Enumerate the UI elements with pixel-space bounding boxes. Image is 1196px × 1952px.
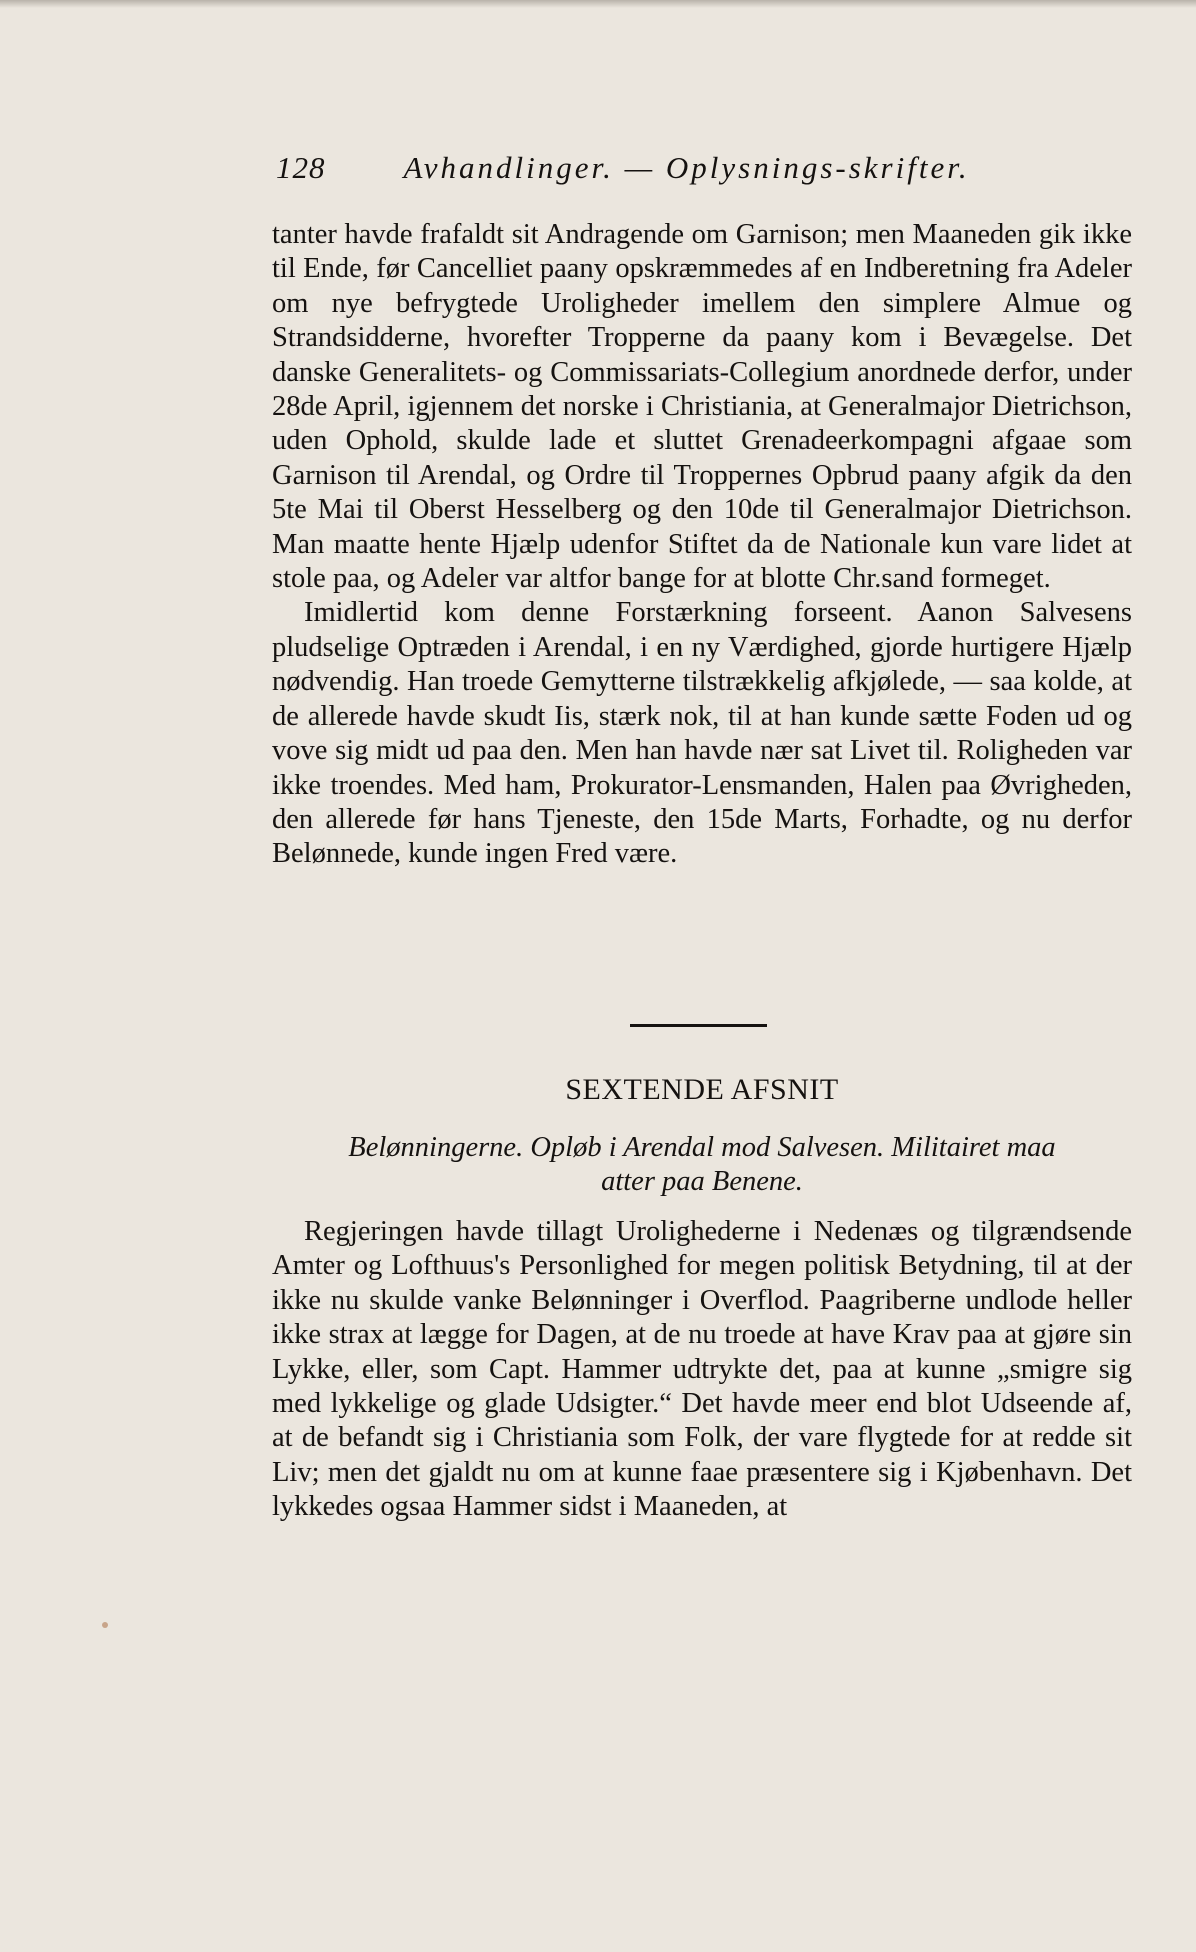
running-title: Avhandlinger. — Oplysnings-skrifter. xyxy=(403,150,970,185)
body-text-top xyxy=(272,218,1132,872)
section-subtitle-line: atter paa Benene. xyxy=(601,1166,803,1197)
paragraph: Imidlertid kom denne Forstærkning forseent. Aanon Salvesens pludselige Optræden i Arendal, i en ny Værdighed, gjorde hurtigere Hjælp nødvendig. Han troede Gemytterne tilstrækkelig afkjølede, — saa kolde, at de allerede havde skudt Iis, stærk nok, til at han kunde sætte Foden ud og vove sig midt ud paa den. Men han havde nær sat Livet til. Roligheden var ikke troendes. Med ham, Prokurator-Lensmanden, Halen paa Øvrigheden, den allerede før hans Tjeneste, den 15de Marts, Forhadte, og nu derfor Belønnede, kunde ingen Fred være. xyxy=(272,597,1132,870)
paragraph: tanter havde frafaldt sit Andragende om Garnison; men Maaneden gik ikke til Ende, før Cancelliet paany opskræmmedes af en Indberetning fra Adeler om nye befrygtede Uroligheder imellem den simplere Almue og Strandsidderne, hvorefter Tropperne da paany kom i Bevægelse. Det danske Generalitets- og Commissariats-Collegium anordnede derfor, under 28de April, igjennem det norske i Christiania, at Generalmajor Dietrichson, uden Ophold, skulde lade et sluttet Grenadeerkompagni afgaae som Garnison til Arendal, og Ordre til Troppernes Opbrud paany afgik da den 5te Mai til Oberst Hesselberg og den 10de til Generalmajor Dietrichson. Man maatte hente Hjælp udenfor Stiftet da de Nationale kun vare lidet at stole paa, og Adeler var altfor bange for at blotte Chr.sand formeget. xyxy=(272,219,1132,595)
paper-speck xyxy=(102,1622,108,1628)
paragraph: Regjeringen havde tillagt Urolighederne i Nedenæs og tilgrændsende Amter og Lofthuus's Personlighed for megen politisk Betydning, til at der ikke nu skulde vanke Belønninger i Overflod. Paagriberne undlode heller ikke strax at lægge for Dagen, at de nu troede at have Krav paa at gjøre sin Lykke, eller, som Capt. Hammer udtrykte det, paa at kunne „smigre sig med lykkelige og glade Udsigter.“ Det havde meer end blot Udseende af, at de befandt sig i Christiania som Folk, der vare flygtede for at redde sit Liv; men det gjaldt nu om at kunne faae præsentere sig i Kjøbenhavn. Det lykkedes ogsaa Hammer sidst i Maaneden, at xyxy=(272,1216,1132,1523)
section-subtitle xyxy=(272,1131,1132,1199)
section-subtitle-line: Belønningerne. Opløb i Arendal mod Salvesen. Militairet maa xyxy=(348,1132,1056,1163)
section-divider-rule xyxy=(630,1024,767,1027)
page-edge-shadow xyxy=(0,0,1196,8)
body-text-bottom xyxy=(272,1215,1132,1525)
section-heading: SEXTENDE AFSNIT xyxy=(565,1073,839,1106)
page-number: 128 xyxy=(276,150,326,185)
running-head xyxy=(276,150,1136,186)
